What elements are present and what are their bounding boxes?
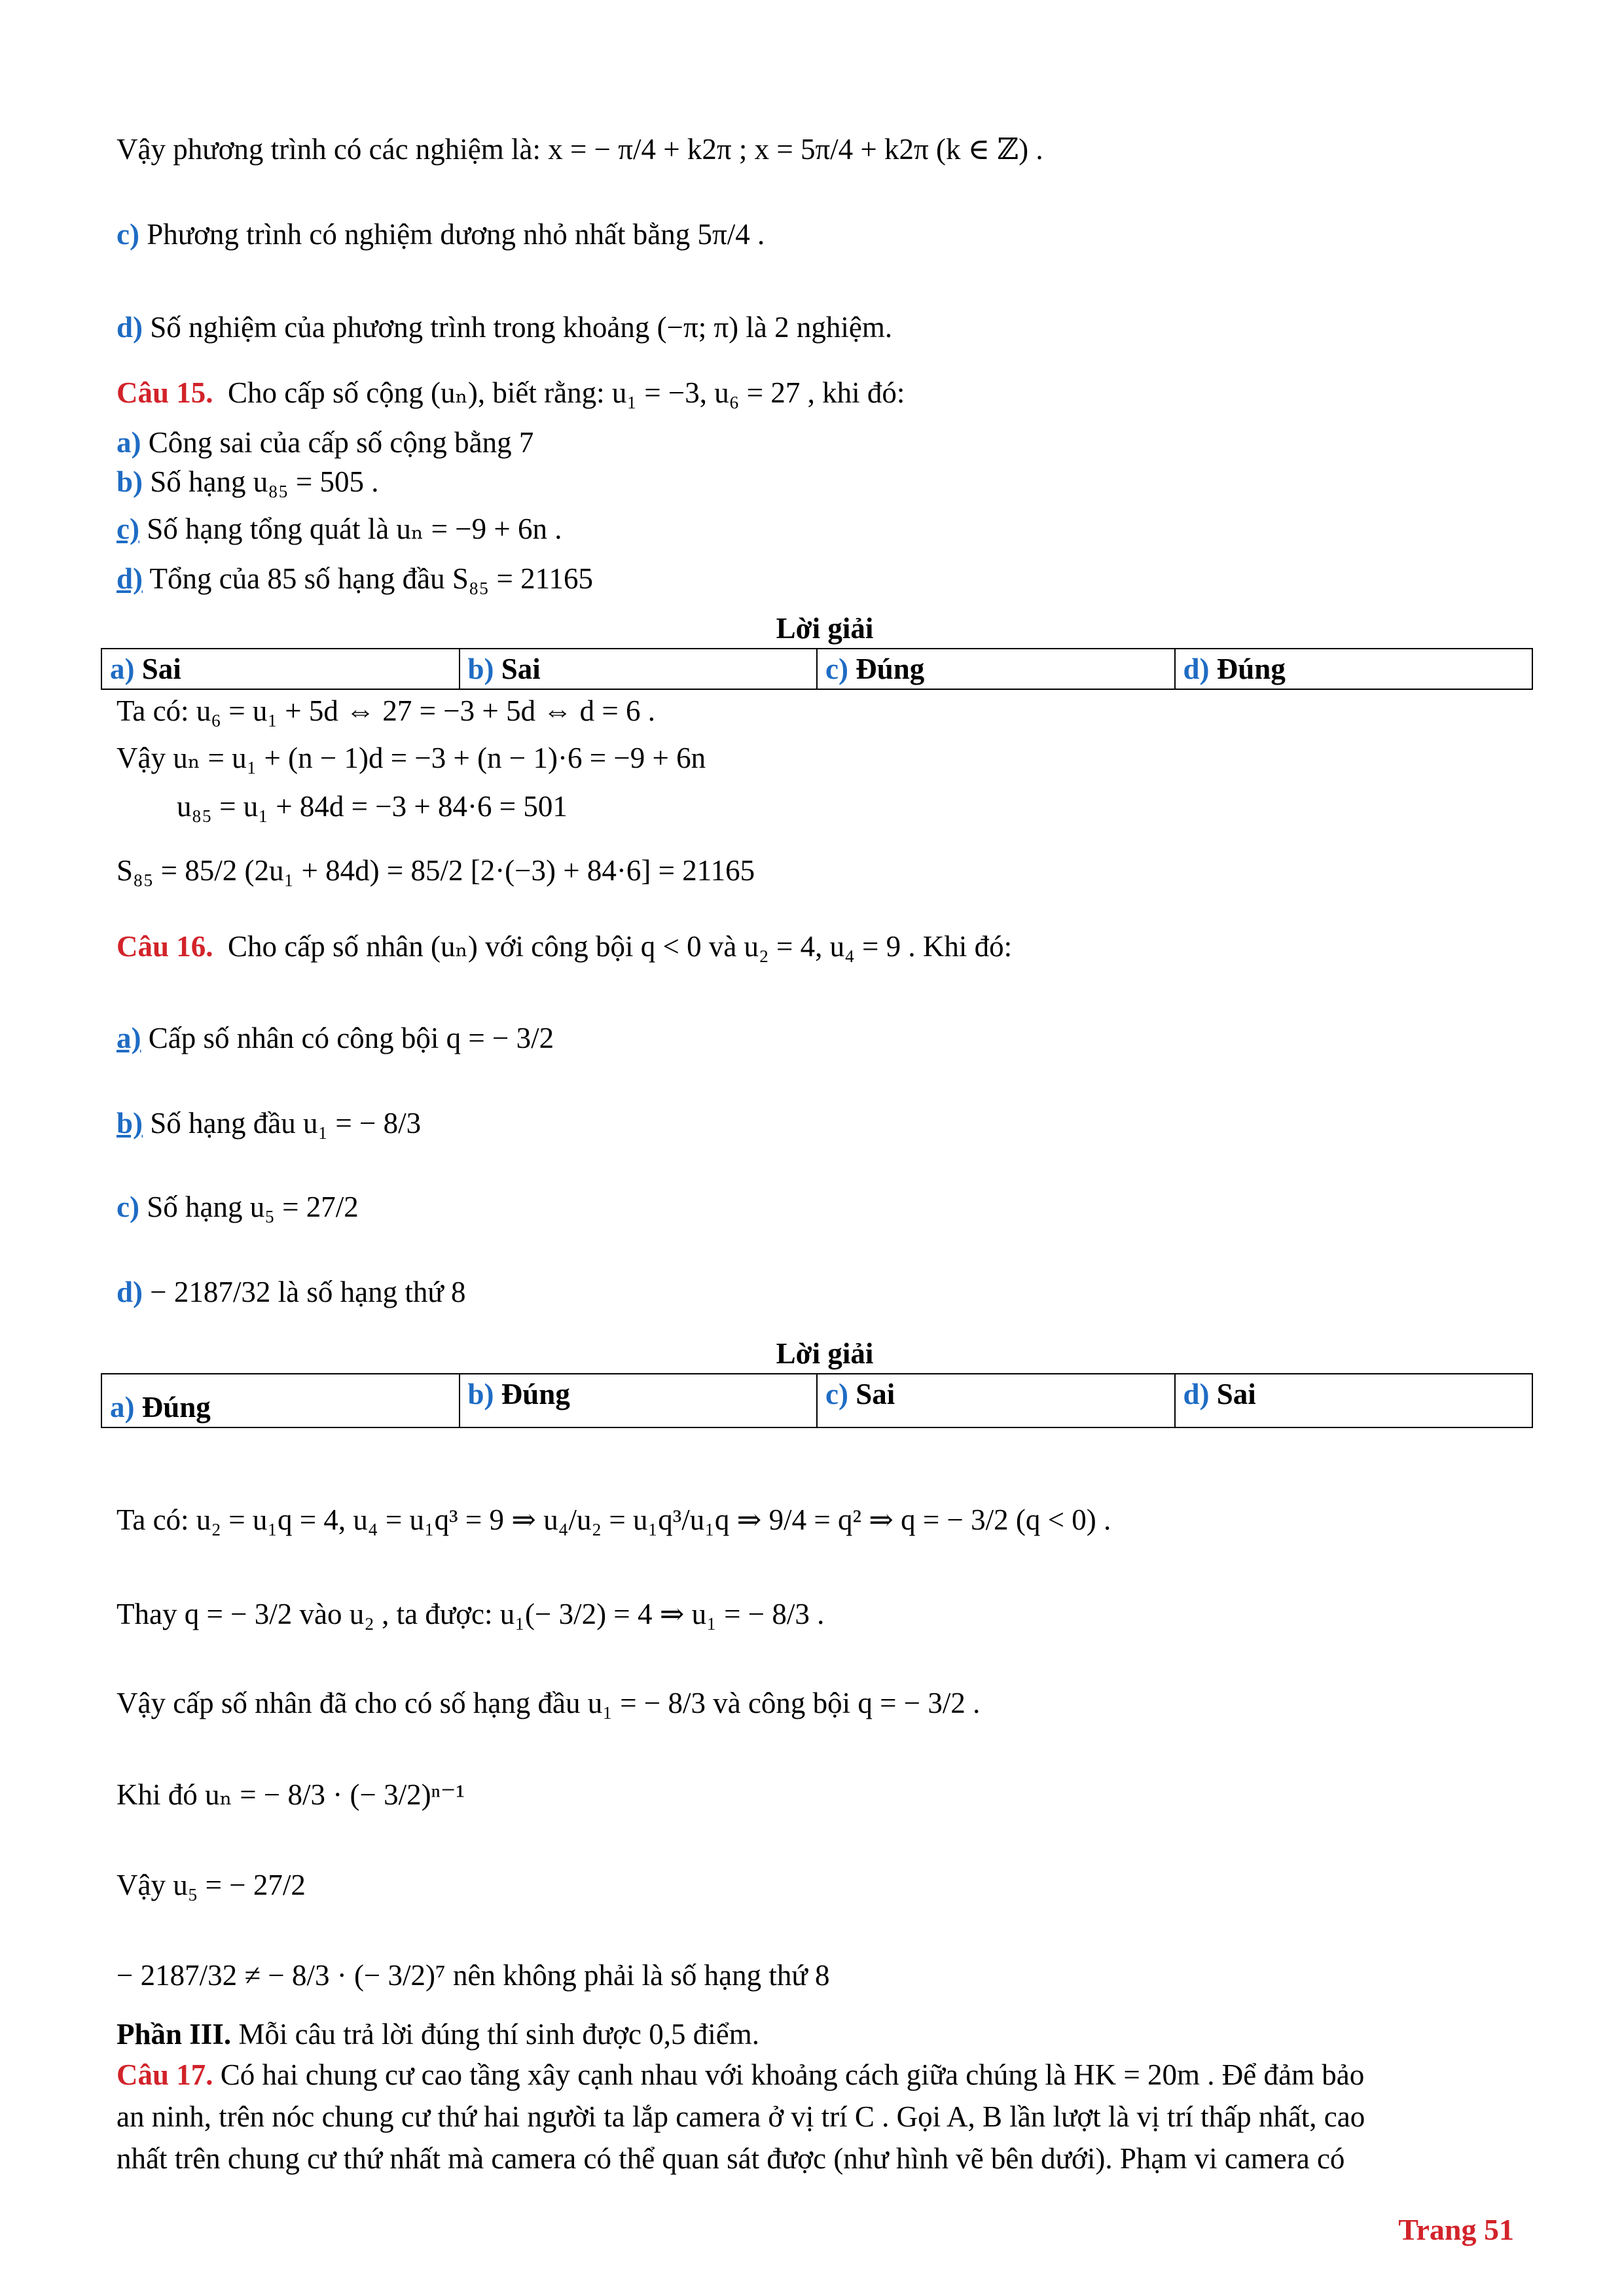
- q15-solution-title: Lời giải: [776, 612, 874, 645]
- q15-answer-table: [101, 648, 1533, 690]
- intro-line-1: Vậy phương trình có các nghiệm là: x = − π/4 + k2π ; x = 5π/4 + k2π (k ∈ ℤ) .: [117, 133, 1043, 166]
- q15-solution-1: Ta có: u₆ = u₁ + 5d ⇔ 27 = −3 + 5d ⇔ d = 6 .: [117, 694, 655, 727]
- q15-answer-d: d) Đúng: [1175, 649, 1533, 689]
- q17-line-2: an ninh, trên nóc chung cư thứ hai người ta lắp camera ở vị trí C . Gọi A, B lần lượt là vị trí thấp nhất, cao: [117, 2100, 1365, 2133]
- intro-item-c: c) Phương trình có nghiệm dương nhỏ nhất bằng 5π/4 .: [117, 218, 765, 251]
- q15-option-c: c) Số hạng tổng quát là uₙ = −9 + 6n .: [117, 512, 562, 545]
- intro-item-d: d) Số nghiệm của phương trình trong khoảng (−π; π) là 2 nghiệm.: [117, 311, 893, 344]
- q16-option-b: b) Số hạng đầu u₁ = − 8/3: [117, 1107, 422, 1139]
- q16-answer-table: [101, 1373, 1533, 1428]
- q15-answer-b: b) Sai: [460, 649, 818, 689]
- q16-solution-3: Vậy cấp số nhân đã cho có số hạng đầu u₁ = − 8/3 và công bội q = − 3/2 .: [117, 1687, 981, 1719]
- q16-answer-a: a) Đúng: [101, 1374, 460, 1427]
- page-number: Trang 51: [1398, 2213, 1514, 2246]
- q16-solution-5: Vậy u₅ = − 27/2: [117, 1869, 306, 1901]
- q16-solution-title: Lời giải: [776, 1337, 874, 1370]
- q17-line-3: nhất trên chung cư thứ nhất mà camera có thể quan sát được (như hình vẽ bên dưới). Phạm vi camera có: [117, 2142, 1345, 2175]
- q15-solution-3: u₈₅ = u₁ + 84d = −3 + 84·6 = 501: [177, 790, 568, 823]
- q15-stem: Câu 15. Cho cấp số cộng (uₙ), biết rằng: u₁ = −3, u₆ = 27 , khi đó:: [117, 376, 905, 409]
- q16-answer-b: b) Đúng: [460, 1374, 818, 1427]
- q16-stem: Câu 16. Cho cấp số nhân (uₙ) với công bội q < 0 và u₂ = 4, u₄ = 9 . Khi đó:: [117, 930, 1013, 963]
- q16-option-d: d) − 2187/32 là số hạng thứ 8: [117, 1276, 466, 1308]
- q15-answer-c: c) Đúng: [817, 649, 1175, 689]
- q16-solution-6: − 2187/32 ≠ − 8/3 · (− 3/2)⁷ nên không phải là số hạng thứ 8: [117, 1959, 830, 1992]
- q16-option-a: a) Cấp số nhân có công bội q = − 3/2: [117, 1022, 554, 1054]
- q16-answer-d: d) Sai: [1175, 1374, 1533, 1427]
- q17-line-1: Câu 17. Có hai chung cư cao tầng xây cạnh nhau với khoảng cách giữa chúng là HK = 20m . Để đảm bảo: [117, 2058, 1365, 2091]
- q15-option-a: a) Công sai của cấp số cộng bằng 7: [117, 426, 534, 459]
- q16-solution-4: Khi đó uₙ = − 8/3 · (− 3/2)ⁿ⁻¹: [117, 1778, 465, 1811]
- part3-heading: Phần III. Mỗi câu trả lời đúng thí sinh được 0,5 điểm.: [117, 2018, 759, 2051]
- q16-option-c: c) Số hạng u₅ = 27/2: [117, 1191, 359, 1223]
- q16-solution-2: Thay q = − 3/2 vào u₂ , ta được: u₁(− 3/2) = 4 ⇒ u₁ = − 8/3 .: [117, 1598, 825, 1630]
- q15-solution-4: S₈₅ = 85/2 (2u₁ + 84d) = 85/2 [2·(−3) + 84·6] = 21165: [117, 854, 755, 887]
- q15-solution-2: Vậy uₙ = u₁ + (n − 1)d = −3 + (n − 1)·6 = −9 + 6n: [117, 742, 706, 774]
- q16-answer-c: c) Sai: [817, 1374, 1175, 1427]
- q16-solution-1: Ta có: u₂ = u₁q = 4, u₄ = u₁q³ = 9 ⇒ u₄/u₂ = u₁q³/u₁q ⇒ 9/4 = q² ⇒ q = − 3/2 (q < 0) .: [117, 1503, 1111, 1536]
- q15-option-b: b) Số hạng u₈₅ = 505 .: [117, 465, 379, 498]
- q15-answer-a: a) Sai: [101, 649, 460, 689]
- q15-option-d: d) Tổng của 85 số hạng đầu S₈₅ = 21165: [117, 562, 593, 595]
